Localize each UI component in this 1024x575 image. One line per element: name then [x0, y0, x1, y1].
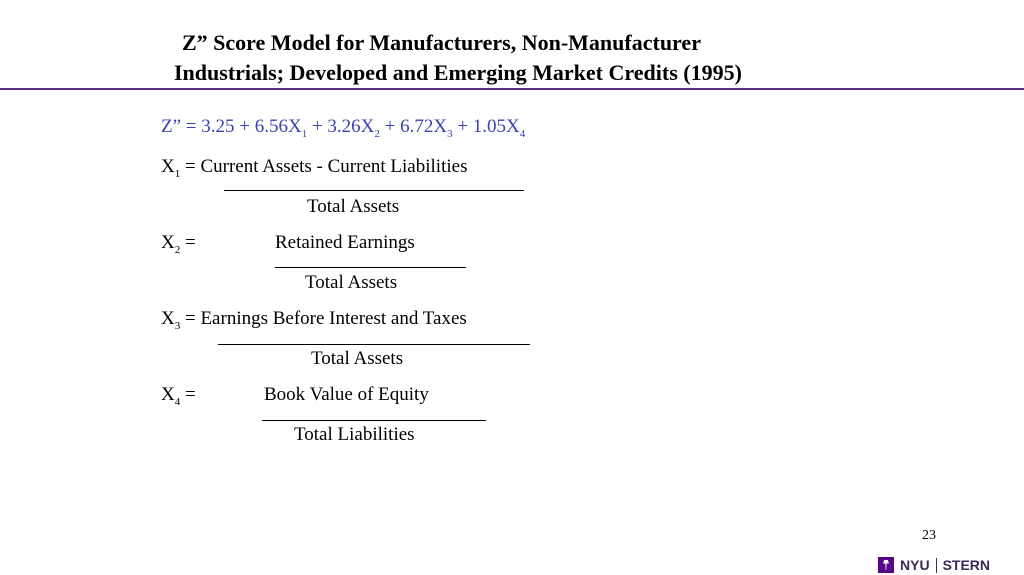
- ratio-x4-fraction-bar: [262, 420, 486, 421]
- ratio-x2-numerator: Retained Earnings: [275, 232, 415, 253]
- logo-separator: [936, 558, 937, 573]
- logo-nyu: NYU: [900, 557, 930, 573]
- slide-title: [174, 28, 742, 88]
- z-score-equation: Z” = $3.25 + 6.56X_1 + 3.26X_2 + 6.72X_3 + 1.05X_4$: [161, 116, 526, 140]
- title-divider: [0, 88, 1024, 90]
- ratio-x4-label: $X_4$ =: [161, 384, 196, 408]
- ratio-x3-fraction-bar: [218, 344, 530, 345]
- title-line-1: Z” Score Model for Manufacturers, Non-Manufacturer: [182, 30, 701, 55]
- ratio-x1-fraction-bar: [224, 190, 524, 191]
- ratio-x2-denominator: Total Assets: [305, 272, 398, 293]
- nyu-stern-logo: [878, 556, 990, 574]
- ratio-x1-numerator: Current Assets - Current Liabilities: [200, 156, 468, 177]
- torch-icon: [878, 557, 894, 573]
- ratio-x4-numerator: Book Value of Equity: [264, 384, 429, 405]
- ratio-x2-label: $X_2$ =: [161, 232, 196, 256]
- logo-stern: STERN: [942, 557, 991, 573]
- title-line-2: Industrials; Developed and Emerging Market Credits (1995): [174, 60, 742, 85]
- ratio-x1-denominator: Total Assets: [307, 196, 400, 217]
- ratio-x3-label: $X_3$ = Earnings Before Interest and Taxes: [161, 308, 467, 332]
- ratio-x1-label: $X_1$ = Current Assets - Current Liabilities: [161, 156, 468, 180]
- ratio-x4-denominator: Total Liabilities: [294, 424, 415, 445]
- ratio-x3-numerator: Earnings Before Interest and Taxes: [200, 308, 467, 329]
- ratio-x3-denominator: Total Assets: [311, 348, 404, 369]
- page-number: 23: [922, 528, 936, 543]
- ratio-x2-fraction-bar: [275, 267, 466, 268]
